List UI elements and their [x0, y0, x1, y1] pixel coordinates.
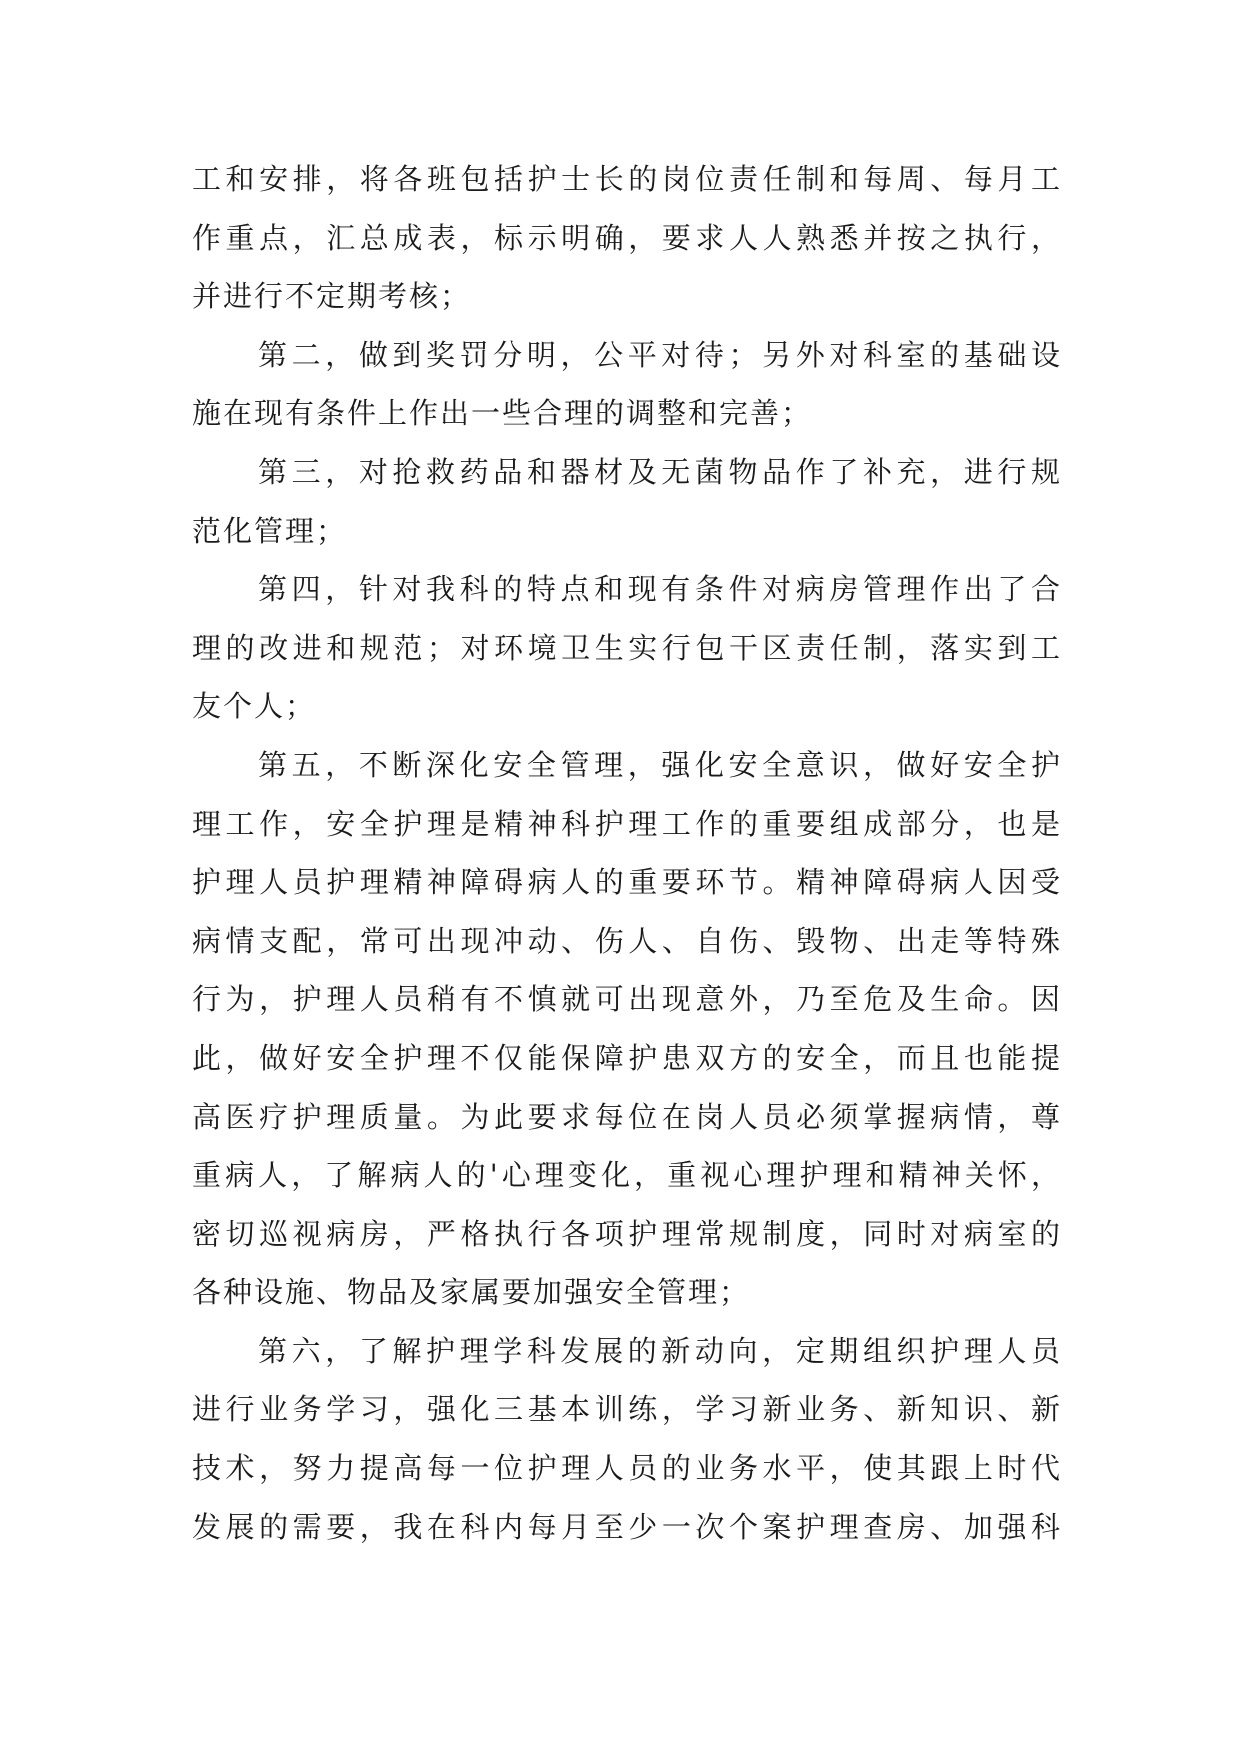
text-line: 施在现有条件上作出一些合理的调整和完善； — [192, 396, 813, 431]
text-line: 范化管理； — [192, 513, 348, 548]
text-line: 理的改进和规范；对环境卫生实行包干区责任制，落实到工 — [192, 630, 1062, 665]
text-line: 密切巡视病房，严格执行各项护理常规制度，同时对病室的 — [192, 1216, 1062, 1251]
text-line: 第三，对抢救药品和器材及无菌物品作了补充，进行规 — [258, 454, 1062, 489]
text-line: 第二，做到奖罚分明，公平对待；另外对科室的基础设 — [258, 337, 1062, 372]
document-body — [192, 150, 1062, 1556]
text-line: 此，做好安全护理不仅能保障护患双方的安全，而且也能提 — [192, 1040, 1062, 1075]
text-line: 作重点，汇总成表，标示明确，要求人人熟悉并按之执行， — [192, 220, 1062, 255]
text-line: 第六，了解护理学科发展的新动向，定期组织护理人员 — [258, 1333, 1062, 1368]
text-line: 高医疗护理质量。为此要求每位在岗人员必须掌握病情，尊 — [192, 1099, 1062, 1134]
text-line: 进行业务学习，强化三基本训练，学习新业务、新知识、新 — [192, 1392, 1062, 1427]
text-line: 工和安排，将各班包括护士长的岗位责任制和每周、每月工 — [192, 162, 1062, 196]
text-line: 病情支配，常可出现冲动、伤人、自伤、毁物、出走等特殊 — [192, 923, 1062, 958]
text-line: 第五，不断深化安全管理，强化安全意识，做好安全护 — [258, 747, 1062, 782]
text-line: 行为，护理人员稍有不慎就可出现意外，乃至危及生命。因 — [192, 982, 1062, 1017]
text-line: 理工作，安全护理是精神科护理工作的重要组成部分，也是 — [192, 806, 1062, 841]
text-line: 技术，努力提高每一位护理人员的业务水平，使其跟上时代 — [192, 1451, 1062, 1486]
text-line: 友个人； — [192, 689, 317, 724]
text-line: 第四，针对我科的特点和现有条件对病房管理作出了合 — [258, 572, 1062, 607]
text-line: 重病人，了解病人的'心理变化，重视心理护理和精神关怀， — [192, 1158, 1062, 1193]
text-line: 发展的需要，我在科内每月至少一次个案护理查房、加强科 — [192, 1509, 1062, 1544]
text-line: 并进行不定期考核； — [192, 279, 472, 314]
text-line: 护理人员护理精神障碍病人的重要环节。精神障碍病人因受 — [192, 865, 1062, 900]
text-line: 各种设施、物品及家属要加强安全管理； — [192, 1275, 751, 1310]
